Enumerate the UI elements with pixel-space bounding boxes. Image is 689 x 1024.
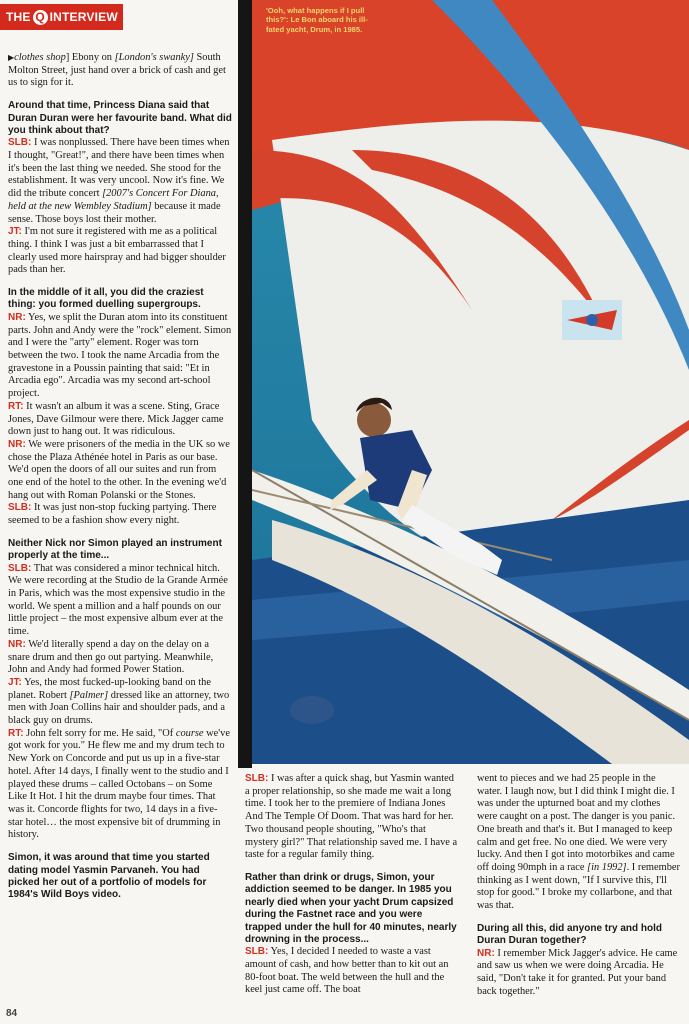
yacht-photo-illustration — [252, 0, 689, 764]
section-tag-pre: THE — [6, 10, 31, 24]
answer: RT: John felt sorry for me. He said, "Of course we've got work for you." He flew me and my drum tech to New York on Concorde and put us up in a five-star hotel. After 14 days, I finally went to the studio and I played these drums – called Octobans – on Some Like It Hot. I hit the drum maybe four times. That was it. Concorde flights for two, 14 days in a five-star hotel… the most expensive bit of drumming in history. — [8, 727, 230, 841]
article-column-1 — [8, 52, 232, 902]
paragraph: went to pieces and we had 25 people in the water. I laugh now, but I did think I might die. I was under the upturned boat and my clothes were caught on a post. The danger is you panic. One breath and that's it. But I managed to keep calm and get free. No one died. We were very lucky. And then I got into motorbikes and came off doing 90mph in a race [in 1992]. I remember thinking as I went down, "If I survive this, I'll stop for good." I broke my collarbone, and that was that. — [477, 773, 680, 912]
article-column-2 — [245, 773, 459, 997]
answer: NR: We were prisoners of the media in the UK so we chose the Plaza Athénée hotel in Paris as our base. We'd open the doors of all our suites and run from one end of the hotel to the other. In the evening we'd hang out with Roman Polanski or the Stones. — [8, 438, 230, 501]
interview-question: Simon, it was around that time you started dating model Yasmin Parvaneh. You had picked her out of a portfolio of models for 1984's Wild Boys video. — [8, 852, 210, 901]
article-column-3 — [477, 773, 683, 998]
section-tag — [0, 4, 123, 30]
yacht-photo — [252, 0, 689, 764]
answer: SLB: It was just non-stop fucking partying. There seemed to be a fashion show every night. — [8, 502, 217, 527]
interview-question: During all this, did anyone try and hold Duran Duran together? — [477, 922, 663, 947]
answer: JT: I'm not sure it registered with me as a political thing. I think I was just a bit embarrassed that I clearly used more hairspray and had bigger shoulder pads than her. — [8, 226, 226, 276]
answer: NR: Yes, we split the Duran atom into its constituent parts. John and Andy were the "rock" element. Simon and I were the "arty" element. Roger was torn between the two. I took the name Arcadia from the gravestone in a Poussin painting that said: "Et in Arcadia ego". Arcadia was my second art-school project. — [8, 311, 232, 400]
answer: SLB: I was nonplussed. There have been times when I thought, "Great!", and there have been times when it's been the last thing we needed. She stood for the establishment. It was very uncool. Now it's fine. We did the tribute concert [2007's Concert For Diana, held at the new Wembley Stadium] because it made sense. Those boys lost their mother. — [8, 137, 230, 225]
answer: SLB: That was considered a minor technical hitch. We were recording at the Studio de la Grande Armée in Paris, which was the most expensive studio in the world. We spent a million and a half pounds on our little project – the most expensive album ever at the time. — [8, 562, 228, 638]
answer: NR: I remember Mick Jagger's advice. He came and saw us when we were doing Arcadia. He said, "Don't take it for granted. Put your band back together." — [477, 947, 678, 997]
photo-caption: 'Ooh, what happens if I pull this?': Le Bon aboard his ill-fated yacht, Drum, in 1985. — [266, 6, 368, 34]
page-number: 84 — [6, 1008, 18, 1019]
answer: SLB: I was after a quick shag, but Yasmin wanted a proper relationship, so she made me wait a long time. I took her to the premiere of Indiana Jones And The Temple Of Doom. That was hard for her. Two thousand people shouting, "Who's that mystery girl?" That relationship saved me. I have a taste for a regular family thing. — [245, 773, 458, 861]
answer: RT: It wasn't an album it was a scene. Sting, Grace Jones, Dave Gilmour were there. Mick Jagger came down just to hang out. It was ridiculous. — [8, 400, 224, 438]
section-tag-post: INTERVIEW — [49, 10, 118, 24]
answer: JT: Yes, the most fucked-up-looking band on the planet. Robert [Palmer] dressed like an attorney, two men with Joan Collins hair and shoulder pads, and a black guy on drums. — [8, 676, 230, 727]
interview-question: Rather than drink or drugs, Simon, your addiction seemed to be danger. In 1985 you nearly died when your yacht Drum capsized during the Fastnet race and you were trapped under the hull for 40 minutes, nearly drowning in the process... — [245, 871, 457, 945]
answer: SLB: Yes, I decided I needed to waste a vast amount of cash, and how better than to kit out an 80-foot boat. The weld between the hull and the keel just came off. The boat — [245, 946, 449, 996]
interview-question: In the middle of it all, you did the craziest thing: you formed duelling supergroups. — [8, 287, 204, 311]
column-divider — [238, 0, 252, 768]
interview-question: Around that time, Princess Diana said that Duran Duran were her favourite band. What did you think about that? — [8, 100, 232, 136]
interview-question: Neither Nick nor Simon played an instrument properly at the time... — [8, 537, 222, 562]
paragraph: ▶clothes shop] Ebony on [London's swanky] South Molton Street, just hand over a brick of cash and get us to sign for it. — [8, 52, 226, 89]
answer: NR: We'd literally spend a day on the delay on a snare drum and then go out partying. Meanwhile, John and Andy had formed Power Station. — [8, 638, 214, 676]
q-logo-icon: Q — [33, 10, 48, 25]
